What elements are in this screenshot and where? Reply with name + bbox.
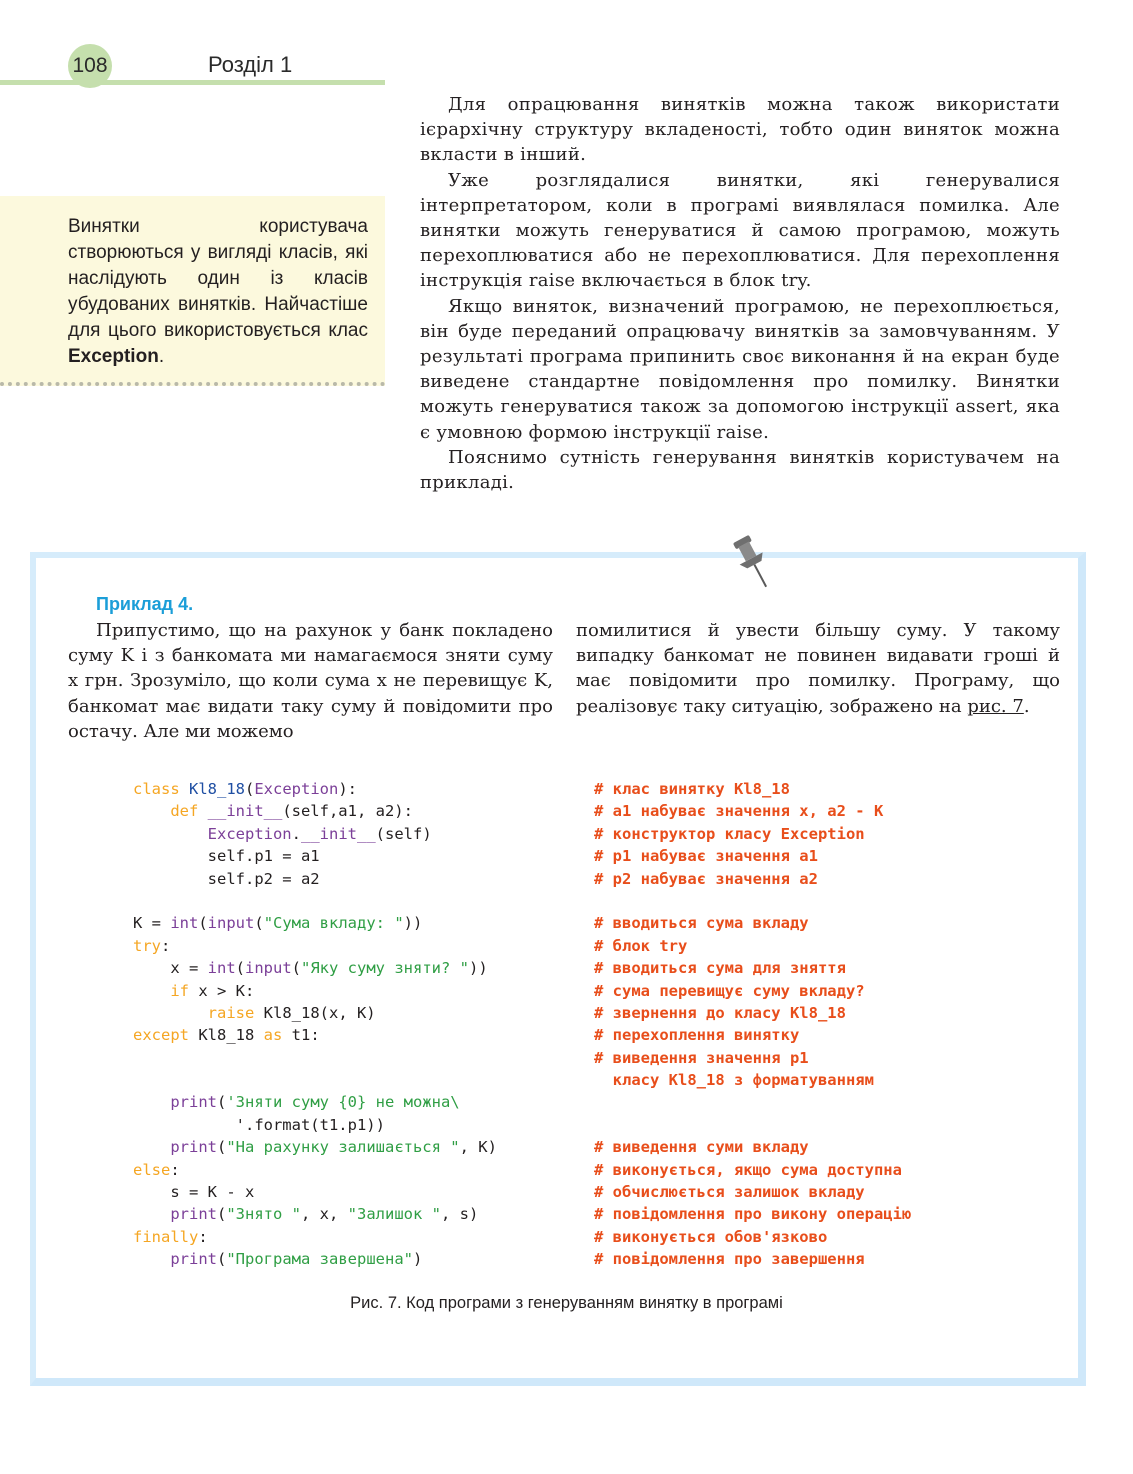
code-token: "Знято " <box>226 1205 301 1224</box>
code-token: Kl8_18 <box>189 1026 264 1045</box>
code-token: (self,a1, a2): <box>282 802 413 821</box>
code-line <box>133 1069 874 1091</box>
code-line <box>133 845 818 867</box>
code-token: ( <box>217 1250 227 1269</box>
code-token: s = K - x <box>133 1183 255 1202</box>
code-comment: # a1 набуває значення x, a2 - K <box>594 802 884 821</box>
code-line <box>133 823 865 845</box>
code-token: "Програма завершена" <box>226 1250 413 1269</box>
code-token <box>133 802 170 820</box>
code-token: print <box>170 1250 217 1269</box>
sidenote-text: Винятки користувача створюються у вигляді класів, які наслідують один із класів убудованих винятків. Найчастіше для цього використовується клас Exception. <box>68 216 368 367</box>
code-token: except <box>133 1026 189 1045</box>
code-token: K = <box>133 914 171 933</box>
code-token: as <box>263 1026 283 1045</box>
code-token: ( <box>291 959 302 978</box>
code-token: def <box>170 802 208 821</box>
code-token: self.p1 = a1 <box>133 847 320 866</box>
code-token: ( <box>254 914 264 933</box>
code-line <box>133 868 818 890</box>
code-comment: # повідомлення про викону операцію <box>594 1205 912 1224</box>
code-comment: # виведення значення p1 <box>594 1048 809 1067</box>
code-line <box>133 1114 497 1136</box>
code-comment: # звернення до класу Kl8_18 <box>594 1003 846 1022</box>
code-token: 'Зняти суму {0} не можна\ <box>226 1093 460 1112</box>
paragraph: Якщо виняток, визначений програмою, не перехоплюється, він буде переданий опрацювачу винятків за замовчуванням. У результаті програма припинить своє виконання й на екран буде виведене стандартне повідомлення про помилку. Винятки можуть генеруватися також за допомогою інструкції assert, яка є умовною формою інструкції raise. <box>420 295 1060 443</box>
code-comment: # виконується, якщо сума доступна <box>594 1160 902 1179</box>
code-token: __init__ <box>207 802 283 821</box>
code-token <box>133 1138 170 1156</box>
code-token: '.format(t1.p1)) <box>133 1115 385 1134</box>
code-comment: # клас винятку Kl8_18 <box>594 780 790 798</box>
code-line <box>133 890 497 912</box>
code-token: int <box>170 914 199 933</box>
code-token <box>133 1004 208 1022</box>
code-line <box>133 1136 809 1158</box>
code-token: raise <box>207 1003 255 1022</box>
code-line <box>133 778 790 800</box>
code-token: int <box>207 959 236 978</box>
code-token: Exception <box>207 824 292 843</box>
figure-caption: Рис. 7. Код програми з генеруванням винятку в програмі <box>350 1294 783 1312</box>
code-line <box>133 980 865 1002</box>
code-listing <box>133 778 912 1271</box>
code-token: input <box>245 959 292 978</box>
sidenote-bold: Exception <box>68 346 159 367</box>
code-token: print <box>170 1138 217 1157</box>
code-token: , K) <box>459 1138 497 1157</box>
code-token: x = <box>133 959 208 978</box>
code-comment: # виконується обов'язково <box>594 1227 828 1246</box>
main-text <box>420 92 1060 495</box>
code-line <box>133 1024 800 1046</box>
code-token: __init__ <box>301 824 376 843</box>
figure-link[interactable]: рис. 7 <box>967 695 1024 717</box>
example-right-text: помилитися й увести більшу суму. У такому випадку банкомат не повинен видавати гроші й має повідомити про помилку. Програму, що реалізовує таку ситуацію, зображено на рис. 7. <box>576 620 1060 717</box>
code-token: : <box>198 1227 208 1246</box>
example-title: Приклад 4. <box>96 594 194 614</box>
code-token: print <box>170 1205 217 1224</box>
code-token: print <box>170 1093 217 1112</box>
code-comment: # конструктор класу Exception <box>594 824 865 843</box>
code-line <box>133 1226 828 1248</box>
sidenote <box>0 196 385 386</box>
header-rule <box>0 80 385 85</box>
code-token: finally <box>133 1227 199 1246</box>
code-token: (self) <box>375 824 432 843</box>
code-token: Kl8_18 <box>189 780 245 798</box>
code-comment: # блок try <box>594 936 688 955</box>
code-line <box>133 1159 902 1181</box>
code-line <box>133 1203 912 1225</box>
code-token: ( <box>217 1205 227 1224</box>
code-token: ( <box>198 914 208 933</box>
pushpin-icon <box>728 532 778 592</box>
code-comment: # p2 набуває значення a2 <box>594 869 818 888</box>
code-comment: # повідомлення про завершення <box>594 1250 865 1269</box>
code-line <box>133 912 809 934</box>
page-number: 108 <box>68 44 112 88</box>
code-token: )) <box>403 914 423 933</box>
code-token: )) <box>469 959 488 978</box>
code-comment: # вводиться сума вкладу <box>594 914 809 933</box>
code-comment: # вводиться сума для зняття <box>594 959 846 978</box>
code-token: else <box>133 1160 171 1179</box>
code-line <box>133 800 884 822</box>
code-line <box>133 1248 865 1270</box>
code-comment: # перехоплення винятку <box>594 1026 800 1045</box>
code-line <box>133 1091 497 1113</box>
code-line <box>133 1047 809 1069</box>
code-token: : <box>161 936 171 955</box>
code-token: if <box>170 981 189 1000</box>
code-token: "Залишок " <box>347 1205 441 1224</box>
paragraph: Для опрацювання винятків можна також використати ієрархічну структуру вкладеності, тобто один виняток можна вкласти в інший. <box>420 94 1060 166</box>
code-token: x > K: <box>189 981 255 1000</box>
code-token: ( <box>235 959 245 978</box>
code-token: "Сума вкладу: " <box>263 914 404 933</box>
code-token: t1: <box>282 1026 320 1045</box>
code-token: Exception <box>254 780 339 798</box>
code-token: "На рахунку залишається " <box>226 1138 460 1157</box>
code-comment: # обчислюється залишок вкладу <box>594 1183 865 1202</box>
code-token <box>133 825 208 843</box>
code-token: : <box>170 1160 180 1179</box>
code-line <box>133 957 846 979</box>
example-left-text: Припустимо, що на рахунок у банк покладено суму K і з банкомата ми намагаємося зняти суму x грн. Зрозуміло, що коли сума x не перевищує K, банкомат має видати таку суму й повідомити про остачу. Але ми можемо <box>68 620 553 742</box>
code-comment: # p1 набуває значення a1 <box>594 847 818 866</box>
paragraph: Пояснимо сутність генерування винятків користувачем на прикладі. <box>420 446 1060 494</box>
code-comment: # сума перевищує суму вкладу? <box>594 981 865 1000</box>
code-token: try <box>133 936 161 955</box>
code-token: input <box>207 914 255 933</box>
code-token: , x, <box>301 1205 348 1224</box>
code-token <box>133 982 170 1000</box>
code-comment: # виведення суми вкладу <box>594 1138 809 1157</box>
code-token: ( <box>217 1138 227 1157</box>
code-token <box>133 1250 170 1268</box>
code-comment: класу Kl8_18 з форматуванням <box>594 1071 874 1090</box>
code-token: self.p2 = a2 <box>133 869 320 888</box>
paragraph: Уже розглядалися винятки, які генерувалися інтерпретатором, коли в програмі виявлялася помилка. Але винятки можуть генеруватися й самою програмою, можуть перехоплюватися або не перехоплюватися. Для перехоплення інструкція raise включається в блок try. <box>420 169 1060 292</box>
code-line <box>133 935 688 957</box>
chapter-title: Розділ 1 <box>208 52 293 77</box>
code-line <box>133 1002 846 1024</box>
code-token: , s) <box>441 1205 479 1224</box>
code-token: "Яку суму зняти? " <box>301 959 469 978</box>
code-token: . <box>291 824 301 843</box>
code-token: ( <box>245 780 255 798</box>
code-token: ): <box>338 780 358 798</box>
code-token <box>133 1093 170 1111</box>
code-token: class <box>133 780 189 798</box>
code-token: ( <box>217 1093 227 1112</box>
code-line <box>133 1181 865 1203</box>
code-token <box>133 1205 170 1223</box>
code-token: ) <box>412 1250 423 1269</box>
code-token: Kl8_18(x, K) <box>254 1003 376 1022</box>
